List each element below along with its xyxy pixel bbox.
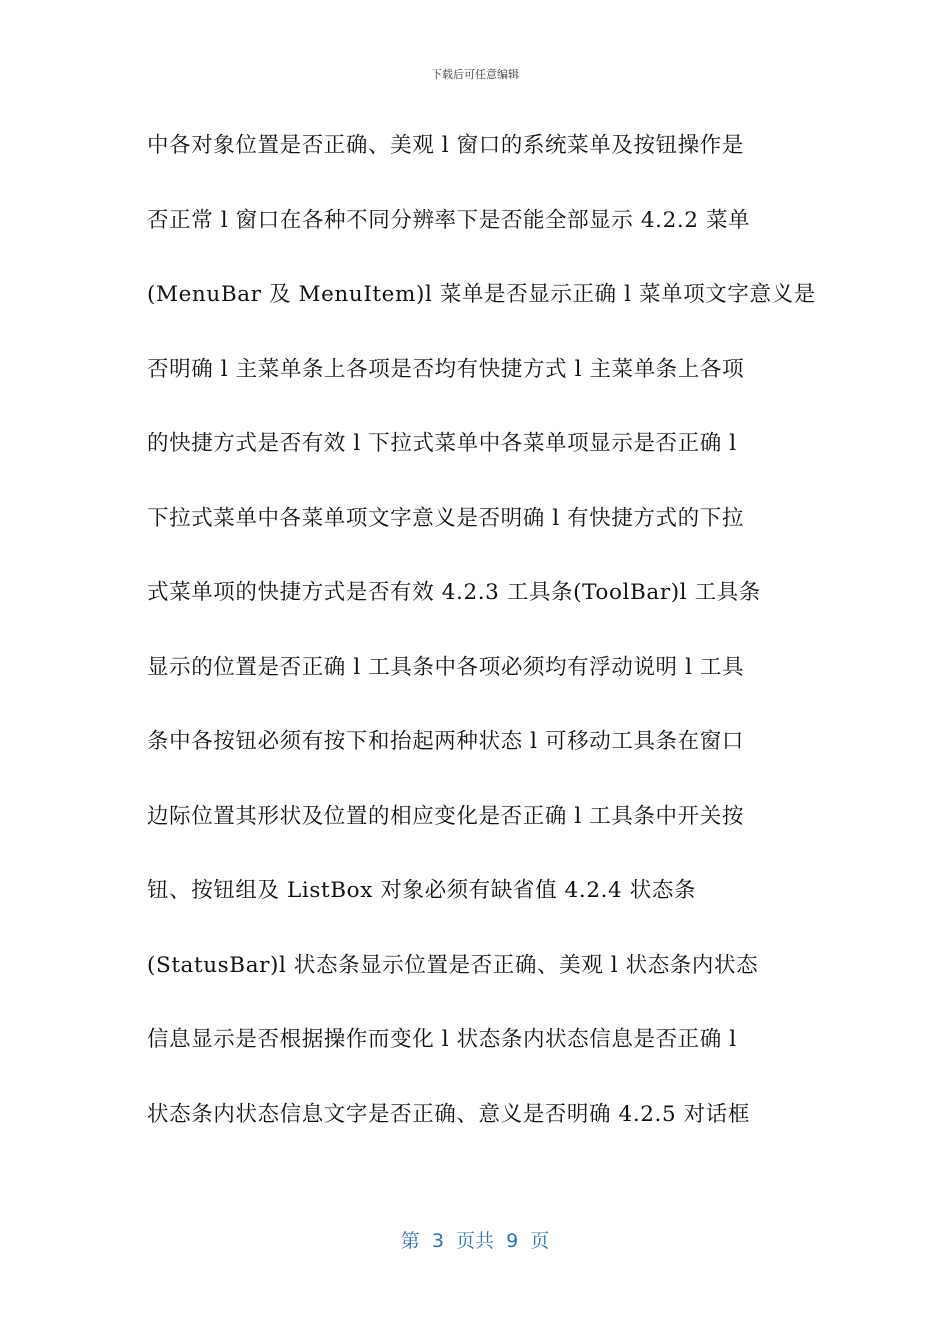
body-line: 信息显示是否根据操作而变化 l 状态条内状态信息是否正确 l bbox=[147, 1027, 737, 1052]
body-line: 边际位置其形状及位置的相应变化是否正确 l 工具条中开关按 bbox=[147, 803, 744, 829]
body-line: 否明确 l 主菜单条上各项是否均有快捷方式 l 主菜单条上各项 bbox=[147, 356, 745, 382]
page-number-footer: 第 3 页共 9 页 bbox=[400, 1230, 550, 1252]
body-line: 显示的位置是否正确 l 工具条中各项必须均有浮动说明 l 工具 bbox=[147, 654, 745, 680]
body-line: 的快捷方式是否有效 l 下拉式菜单中各菜单项显示是否正确 l bbox=[147, 431, 737, 456]
body-line: 钮、按钮组及 ListBox 对象必须有缺省值 4.2.4 状态条 bbox=[147, 878, 697, 903]
body-line: 条中各按钮必须有按下和抬起两种状态 l 可移动工具条在窗口 bbox=[147, 729, 744, 754]
page-header-note: 下载后可任意编辑 bbox=[431, 68, 519, 81]
body-line: 状态条内状态信息文字是否正确、意义是否明确 4.2.5 对话框 bbox=[147, 1101, 750, 1127]
body-line: (StatusBar)l 状态条显示位置是否正确、美观 l 状态条内状态 bbox=[147, 952, 759, 978]
document-body bbox=[147, 128, 817, 1171]
body-line: 下拉式菜单中各菜单项文字意义是否明确 l 有快捷方式的下拉 bbox=[147, 505, 744, 531]
body-line: 式菜单项的快捷方式是否有效 4.2.3 工具条(ToolBar)l 工具条 bbox=[147, 580, 761, 605]
body-line: (MenuBar 及 MenuItem)l 菜单是否显示正确 l 菜单项文字意义是 bbox=[147, 282, 816, 307]
body-line: 中各对象位置是否正确、美观 l 窗口的系统菜单及按钮操作是 bbox=[147, 133, 744, 158]
body-line: 否正常 l 窗口在各种不同分辨率下是否能全部显示 4.2.2 菜单 bbox=[147, 207, 751, 233]
